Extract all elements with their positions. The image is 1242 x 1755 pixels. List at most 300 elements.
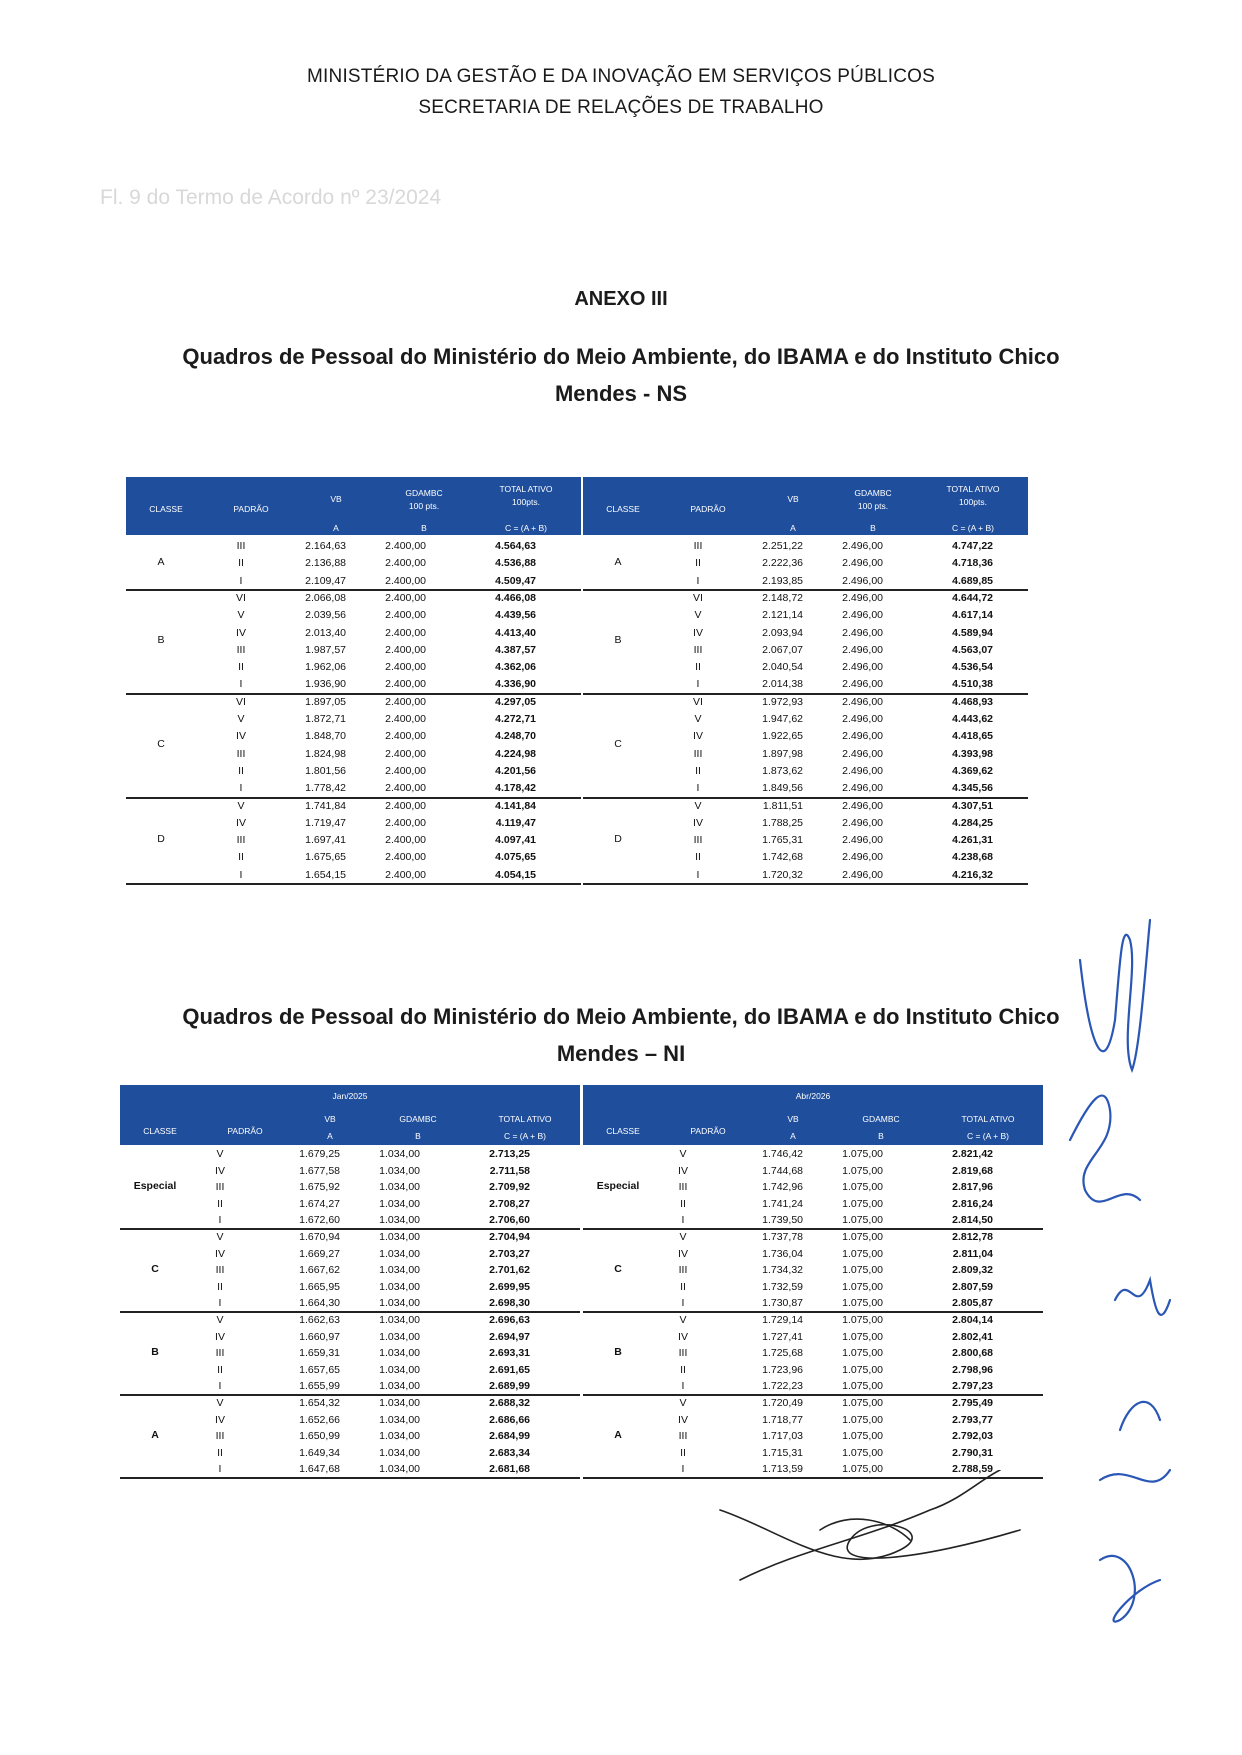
gdambc-cell: 2.400,00 — [385, 747, 426, 760]
col-vb-sub: A — [327, 1131, 333, 1141]
margin-initials — [1060, 900, 1230, 1660]
total-cell: 4.393,98 — [952, 747, 993, 760]
total-cell: 2.708,27 — [489, 1197, 530, 1210]
total-cell: 4.224,98 — [495, 747, 536, 760]
total-cell: 4.439,56 — [495, 609, 536, 622]
vb-cell: 1.849,56 — [762, 782, 803, 795]
classe-label: Especial — [596, 1179, 640, 1192]
ni-right-header — [583, 1085, 1043, 1145]
vb-cell: 1.811,51 — [762, 799, 803, 812]
total-cell: 4.536,54 — [952, 661, 993, 674]
total-cell: 2.681,68 — [489, 1463, 530, 1476]
gdambc-cell: 2.496,00 — [842, 747, 883, 760]
table-row — [583, 624, 1028, 643]
vb-cell: 2.136,88 — [305, 557, 346, 570]
total-cell: 4.097,41 — [495, 834, 536, 847]
col-gdambc-sub: B — [878, 1131, 884, 1141]
table-row — [583, 848, 1028, 867]
vb-cell: 1.778,42 — [305, 782, 346, 795]
vb-cell: 1.739,50 — [762, 1214, 803, 1227]
vb-cell: 1.727,41 — [762, 1330, 803, 1343]
padrao-cell: IV — [236, 730, 246, 743]
gdambc-cell: 2.400,00 — [385, 643, 426, 656]
padrao-cell: I — [218, 1380, 222, 1393]
col-total-sub: C = (A + B) — [503, 1131, 547, 1141]
col-total: TOTAL ATIVO — [499, 484, 553, 494]
col-vb-sub: A — [790, 1131, 796, 1141]
total-cell: 2.788,59 — [952, 1463, 993, 1476]
col-classe: CLASSE — [606, 1126, 640, 1136]
gdambc-cell: 2.496,00 — [842, 834, 883, 847]
classe-label: A — [614, 555, 622, 568]
padrao-cell: VI — [693, 695, 703, 708]
padrao-cell: V — [237, 799, 245, 812]
vb-cell: 1.655,99 — [299, 1380, 340, 1393]
classe-label: B — [614, 1345, 622, 1358]
vb-cell: 1.742,96 — [762, 1181, 803, 1194]
gdambc-cell: 2.400,00 — [385, 868, 426, 881]
group-divider — [126, 883, 581, 885]
padrao-cell: IV — [693, 730, 703, 743]
vb-cell: 1.742,68 — [762, 851, 803, 864]
gdambc-cell: 2.496,00 — [842, 713, 883, 725]
gdambc-cell: 1.075,00 — [842, 1280, 883, 1293]
total-cell: 4.119,47 — [495, 816, 536, 829]
padrao-cell: III — [236, 540, 246, 552]
gdambc-cell: 2.400,00 — [385, 557, 426, 570]
col-classe: CLASSE — [149, 504, 183, 514]
total-cell: 2.709,92 — [489, 1181, 530, 1194]
initial-mark-4 — [1100, 1402, 1170, 1482]
gdambc-cell: 1.034,00 — [379, 1330, 420, 1343]
total-cell: 2.809,32 — [952, 1264, 993, 1277]
gdambc-cell: 1.075,00 — [842, 1380, 883, 1393]
table-row — [126, 675, 581, 694]
ni-right-period: Abr/2026 — [795, 1091, 831, 1101]
gdambc-cell: 1.075,00 — [842, 1330, 883, 1343]
col-gdambc-sub: B — [421, 523, 427, 533]
vb-cell: 1.677,58 — [299, 1164, 340, 1177]
padrao-cell: II — [217, 1197, 223, 1210]
gdambc-cell: 1.034,00 — [379, 1347, 420, 1360]
col-total-pts: 100pts. — [512, 497, 540, 507]
padrao-cell: II — [238, 764, 244, 777]
gdambc-cell: 2.400,00 — [385, 661, 426, 674]
table-row — [583, 814, 1028, 833]
vb-cell: 1.947,62 — [762, 713, 803, 725]
gdambc-cell: 1.075,00 — [842, 1463, 883, 1476]
vb-cell: 1.824,98 — [305, 747, 346, 760]
vb-cell: 1.936,90 — [305, 678, 346, 691]
gdambc-cell: 1.034,00 — [379, 1314, 420, 1326]
classe-label: B — [157, 633, 165, 646]
gdambc-cell: 2.400,00 — [385, 782, 426, 795]
padrao-cell: III — [215, 1430, 225, 1443]
gdambc-cell: 1.034,00 — [379, 1231, 420, 1243]
padrao-cell: III — [693, 540, 703, 552]
gdambc-cell: 1.075,00 — [842, 1214, 883, 1227]
padrao-cell: III — [678, 1181, 688, 1194]
gdambc-cell: 2.496,00 — [842, 730, 883, 743]
gdambc-cell: 1.075,00 — [842, 1397, 883, 1409]
padrao-cell: IV — [678, 1330, 688, 1343]
col-gdambc-pts: 100 pts. — [408, 501, 440, 511]
padrao-cell: IV — [215, 1164, 225, 1177]
table-row — [126, 693, 581, 712]
total-cell: 4.468,93 — [952, 695, 993, 708]
vb-cell: 1.719,47 — [305, 816, 346, 829]
total-cell: 4.248,70 — [495, 730, 536, 743]
vb-cell: 1.897,05 — [305, 695, 346, 708]
padrao-cell: V — [216, 1231, 224, 1243]
table-row — [126, 779, 581, 798]
vb-cell: 1.654,15 — [305, 868, 346, 881]
gdambc-cell: 1.034,00 — [379, 1463, 420, 1476]
gdambc-cell: 2.400,00 — [385, 834, 426, 847]
padrao-cell: V — [216, 1397, 224, 1409]
padrao-cell: III — [693, 747, 703, 760]
gdambc-cell: 1.034,00 — [379, 1197, 420, 1210]
vb-cell: 1.788,25 — [762, 816, 803, 829]
padrao-cell: VI — [693, 591, 703, 604]
group-divider — [583, 883, 1028, 885]
initial-mark-1 — [1080, 920, 1150, 1070]
total-cell: 4.216,32 — [952, 868, 993, 881]
gdambc-cell: 2.400,00 — [385, 695, 426, 708]
padrao-cell: IV — [215, 1247, 225, 1260]
total-cell: 4.075,65 — [495, 851, 536, 864]
col-vb-sub: A — [790, 523, 796, 533]
total-cell: 4.510,38 — [952, 678, 993, 691]
padrao-cell: V — [237, 713, 245, 725]
vb-cell: 1.962,06 — [305, 661, 346, 674]
col-classe: CLASSE — [143, 1126, 177, 1136]
padrao-cell: I — [218, 1463, 222, 1476]
padrao-cell: II — [217, 1363, 223, 1376]
padrao-cell: I — [239, 574, 243, 587]
total-cell: 4.564,63 — [495, 540, 536, 552]
gdambc-cell: 2.496,00 — [842, 764, 883, 777]
ns-title-line2: Mendes - NS — [554, 381, 688, 406]
total-cell: 2.704,94 — [489, 1231, 530, 1243]
gdambc-cell: 2.496,00 — [842, 782, 883, 795]
vb-cell: 1.987,57 — [305, 643, 346, 656]
gdambc-cell: 2.400,00 — [385, 851, 426, 864]
total-cell: 4.238,68 — [952, 851, 993, 864]
vb-cell: 2.093,94 — [762, 626, 803, 639]
total-cell: 2.814,50 — [952, 1214, 993, 1227]
padrao-cell: II — [217, 1446, 223, 1459]
vb-cell: 1.667,62 — [299, 1264, 340, 1277]
padrao-cell: II — [680, 1280, 686, 1293]
vb-cell: 2.040,54 — [762, 661, 803, 674]
vb-cell: 1.744,68 — [762, 1164, 803, 1177]
padrao-cell: I — [218, 1214, 222, 1227]
padrao-cell: II — [695, 764, 701, 777]
gdambc-cell: 2.400,00 — [385, 609, 426, 622]
gdambc-cell: 1.075,00 — [842, 1164, 883, 1177]
col-padrao: PADRÃO — [233, 504, 269, 514]
col-vb: VB — [787, 494, 799, 504]
gdambc-cell: 1.075,00 — [842, 1314, 883, 1326]
table-row — [126, 658, 581, 677]
ministry-name: MINISTÉRIO DA GESTÃO E DA INOVAÇÃO EM SERVIÇOS PÚBLICOS — [307, 66, 935, 87]
ni-title-line1: Quadros de Pessoal do Ministério do Meio Ambiente, do IBAMA e do Instituto Chico — [182, 1004, 1060, 1029]
table-row — [583, 693, 1028, 712]
padrao-cell: I — [696, 574, 700, 587]
ns-table-right — [583, 477, 1028, 927]
total-cell: 4.418,65 — [952, 730, 993, 743]
vb-cell: 2.193,85 — [762, 574, 803, 587]
col-gdambc-sub: B — [870, 523, 876, 533]
ns-table-left — [126, 477, 581, 927]
table-row — [126, 589, 581, 608]
gdambc-cell: 1.034,00 — [379, 1148, 420, 1160]
gdambc-cell: 1.034,00 — [379, 1181, 420, 1194]
vb-cell: 1.674,27 — [299, 1197, 340, 1210]
table-row — [126, 848, 581, 867]
padrao-cell: III — [215, 1181, 225, 1194]
gdambc-cell: 1.034,00 — [379, 1413, 420, 1426]
vb-cell: 1.873,62 — [762, 764, 803, 777]
padrao-cell: II — [695, 851, 701, 864]
table-row — [583, 779, 1028, 798]
total-cell: 4.307,51 — [952, 799, 993, 812]
vb-cell: 1.715,31 — [762, 1446, 803, 1459]
table-row — [126, 831, 581, 850]
total-cell: 4.362,06 — [495, 661, 536, 674]
padrao-cell: III — [693, 834, 703, 847]
gdambc-cell: 1.075,00 — [842, 1181, 883, 1194]
classe-label: A — [151, 1428, 159, 1441]
total-cell: 2.804,14 — [952, 1314, 993, 1326]
table-row — [126, 641, 581, 660]
gdambc-cell: 2.496,00 — [842, 868, 883, 881]
gdambc-cell: 2.496,00 — [842, 591, 883, 604]
total-cell: 4.284,25 — [952, 816, 993, 829]
vb-cell: 1.665,95 — [299, 1280, 340, 1293]
gdambc-cell: 1.034,00 — [379, 1280, 420, 1293]
ni-table-left — [120, 1085, 580, 1525]
gdambc-cell: 1.034,00 — [379, 1446, 420, 1459]
vb-cell: 1.649,34 — [299, 1446, 340, 1459]
gdambc-cell: 1.034,00 — [379, 1430, 420, 1443]
vb-cell: 2.109,47 — [305, 574, 346, 587]
total-cell: 2.691,65 — [489, 1363, 530, 1376]
total-cell: 2.699,95 — [489, 1280, 530, 1293]
col-total-sub: C = (A + B) — [504, 523, 548, 533]
total-cell: 2.821,42 — [952, 1148, 993, 1160]
vb-cell: 1.897,98 — [762, 747, 803, 760]
vb-cell: 1.734,32 — [762, 1264, 803, 1277]
col-total: TOTAL ATIVO — [498, 1114, 552, 1124]
total-cell: 2.798,96 — [952, 1363, 993, 1376]
total-cell: 4.054,15 — [495, 868, 536, 881]
table-row — [583, 554, 1028, 573]
padrao-cell: IV — [236, 816, 246, 829]
table-row — [126, 710, 581, 729]
gdambc-cell: 1.034,00 — [379, 1397, 420, 1409]
col-gdambc-pts: 100 pts. — [857, 501, 889, 511]
vb-cell: 2.222,36 — [762, 557, 803, 570]
table-row — [126, 606, 581, 625]
vb-cell: 1.675,92 — [299, 1181, 340, 1194]
vb-cell: 2.067,07 — [762, 643, 803, 656]
total-cell: 2.713,25 — [489, 1148, 530, 1160]
col-vb: VB — [330, 494, 342, 504]
total-cell: 4.261,31 — [952, 834, 993, 847]
table-row — [583, 866, 1028, 885]
gdambc-cell: 1.075,00 — [842, 1148, 883, 1160]
signature — [700, 1470, 1060, 1610]
gdambc-cell: 2.496,00 — [842, 626, 883, 639]
padrao-cell: I — [681, 1463, 685, 1476]
classe-label: A — [157, 555, 165, 568]
padrao-cell: II — [238, 557, 244, 570]
vb-cell: 1.736,04 — [762, 1247, 803, 1260]
annex-title: ANEXO III — [574, 288, 668, 310]
gdambc-cell: 2.400,00 — [385, 678, 426, 691]
table-row — [583, 589, 1028, 608]
col-gdambc: GDAMBC — [862, 1114, 900, 1124]
col-classe: CLASSE — [606, 504, 640, 514]
col-gdambc-sub: B — [415, 1131, 421, 1141]
total-cell: 4.201,56 — [495, 764, 536, 777]
total-cell: 4.345,56 — [952, 782, 993, 795]
col-total-pts: 100pts. — [959, 497, 987, 507]
vb-cell: 1.746,42 — [762, 1148, 803, 1160]
vb-cell: 1.765,31 — [762, 834, 803, 847]
gdambc-cell: 1.075,00 — [842, 1446, 883, 1459]
total-cell: 4.387,57 — [495, 643, 536, 656]
gdambc-cell: 2.400,00 — [385, 764, 426, 777]
total-cell: 2.688,32 — [489, 1397, 530, 1409]
vb-cell: 1.657,65 — [299, 1363, 340, 1376]
padrao-cell: I — [681, 1214, 685, 1227]
gdambc-cell: 2.496,00 — [842, 661, 883, 674]
padrao-cell: V — [679, 1314, 687, 1326]
padrao-cell: I — [239, 678, 243, 691]
gdambc-cell: 1.075,00 — [842, 1197, 883, 1210]
vb-cell: 1.737,78 — [762, 1231, 803, 1243]
padrao-cell: V — [694, 609, 702, 622]
padrao-cell: II — [680, 1197, 686, 1210]
vb-cell: 1.675,65 — [305, 851, 346, 864]
total-cell: 2.684,99 — [489, 1430, 530, 1443]
vb-cell: 1.801,56 — [305, 764, 346, 777]
table-row — [583, 658, 1028, 677]
col-padrao: PADRÃO — [690, 504, 726, 514]
total-cell: 2.701,62 — [489, 1264, 530, 1277]
gdambc-cell: 2.496,00 — [842, 799, 883, 812]
total-cell: 2.696,63 — [489, 1314, 530, 1326]
total-cell: 4.413,40 — [495, 626, 536, 639]
padrao-cell: I — [696, 782, 700, 795]
padrao-cell: VI — [236, 695, 246, 708]
total-cell: 2.805,87 — [952, 1297, 993, 1310]
gdambc-cell: 1.034,00 — [379, 1214, 420, 1227]
ns-right-header — [583, 477, 1028, 535]
total-cell: 2.689,99 — [489, 1380, 530, 1393]
padrao-cell: IV — [678, 1413, 688, 1426]
table-row — [126, 814, 581, 833]
total-cell: 2.795,49 — [952, 1397, 993, 1409]
col-total-sub: C = (A + B) — [966, 1131, 1010, 1141]
ni-title-line2: Mendes – NI — [556, 1041, 686, 1066]
table-row — [583, 572, 1028, 591]
total-cell: 2.816,24 — [952, 1197, 993, 1210]
total-cell: 2.797,23 — [952, 1380, 993, 1393]
padrao-cell: III — [215, 1264, 225, 1277]
table-row — [583, 675, 1028, 694]
vb-cell: 2.121,14 — [762, 609, 803, 622]
gdambc-cell: 2.496,00 — [842, 574, 883, 587]
vb-cell: 1.679,25 — [299, 1148, 340, 1160]
table-row — [126, 797, 581, 816]
vb-cell: 1.720,32 — [762, 868, 803, 881]
gdambc-cell: 2.496,00 — [842, 609, 883, 622]
padrao-cell: III — [678, 1430, 688, 1443]
padrao-cell: IV — [678, 1164, 688, 1177]
padrao-cell: I — [681, 1297, 685, 1310]
gdambc-cell: 2.496,00 — [842, 540, 883, 552]
classe-label: D — [157, 832, 165, 845]
padrao-cell: IV — [215, 1330, 225, 1343]
table-row — [126, 572, 581, 591]
total-cell: 4.536,88 — [495, 557, 536, 570]
padrao-cell: IV — [678, 1247, 688, 1260]
vb-cell: 2.251,22 — [762, 540, 803, 552]
total-cell: 4.141,84 — [495, 799, 536, 812]
total-cell: 4.747,22 — [952, 540, 993, 552]
vb-cell: 1.732,59 — [762, 1280, 803, 1293]
gdambc-cell: 1.034,00 — [379, 1380, 420, 1393]
total-cell: 2.694,97 — [489, 1330, 530, 1343]
padrao-cell: II — [238, 851, 244, 864]
gdambc-cell: 2.496,00 — [842, 643, 883, 656]
initial-mark-5 — [1100, 1556, 1160, 1622]
total-cell: 2.792,03 — [952, 1430, 993, 1443]
classe-label: B — [151, 1345, 159, 1358]
initial-mark-2 — [1070, 1096, 1140, 1202]
total-cell: 2.698,30 — [489, 1297, 530, 1310]
vb-cell: 1.672,60 — [299, 1214, 340, 1227]
gdambc-cell: 2.496,00 — [842, 851, 883, 864]
vb-cell: 1.723,96 — [762, 1363, 803, 1376]
total-cell: 2.706,60 — [489, 1214, 530, 1227]
gdambc-cell: 1.075,00 — [842, 1347, 883, 1360]
table-row — [126, 624, 581, 643]
gdambc-cell: 1.075,00 — [842, 1413, 883, 1426]
ni-title — [0, 998, 1242, 1072]
total-cell: 4.443,62 — [952, 713, 993, 725]
classe-label: C — [157, 737, 165, 750]
table-row — [583, 727, 1028, 746]
ns-title-line1: Quadros de Pessoal do Ministério do Meio Ambiente, do IBAMA e do Instituto Chico — [182, 344, 1060, 369]
total-cell: 2.711,58 — [489, 1164, 530, 1177]
col-total: TOTAL ATIVO — [946, 484, 1000, 494]
vb-cell: 2.013,40 — [305, 626, 346, 639]
gdambc-cell: 2.400,00 — [385, 626, 426, 639]
total-cell: 4.718,36 — [952, 557, 993, 570]
gdambc-cell: 1.075,00 — [842, 1231, 883, 1243]
vb-cell: 1.725,68 — [762, 1347, 803, 1360]
total-cell: 2.686,66 — [489, 1413, 530, 1426]
total-cell: 2.793,77 — [952, 1413, 993, 1426]
padrao-cell: III — [236, 643, 246, 656]
vb-cell: 1.720,49 — [762, 1397, 803, 1409]
total-cell: 2.703,27 — [489, 1247, 530, 1260]
